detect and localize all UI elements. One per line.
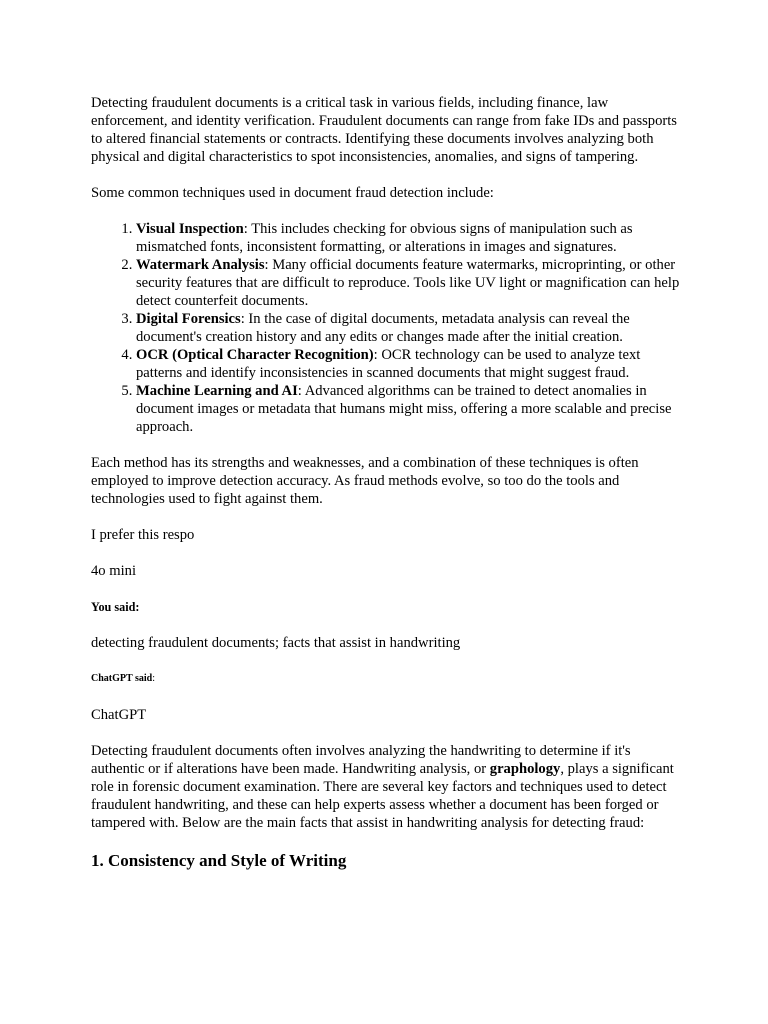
chatgpt-said-label — [91, 670, 681, 688]
list-item — [136, 346, 681, 382]
list-item-separator: : — [264, 257, 273, 273]
list-item — [136, 382, 681, 436]
you-said-label: You said: — [91, 600, 140, 614]
techniques-list — [91, 220, 681, 436]
model-label: 4o mini — [91, 563, 136, 579]
answer-paragraph — [91, 742, 681, 832]
list-item-term: OCR (Optical Character Recognition) — [136, 347, 374, 363]
chatgpt-said-colon: : — [152, 673, 156, 684]
document-page — [91, 94, 681, 872]
list-item-term: Visual Inspection — [136, 221, 244, 237]
answer-text-after: , plays a significant role in forensic document examination. There are several key factors and techniques used to detect fraudulent handwriting, and these can help experts assess whether a document has been forged or tampered with. Below are the main facts that assist in handwriting analysis for detecting fraud: — [91, 761, 674, 831]
intro-paragraph: Detecting fraudulent documents is a critical task in various fields, including finance, law enforcement, and identity verification. Fraudulent documents can range from fake IDs and passports to altered financial statements or contracts. Identifying these documents involves analyzing both physical and digital characteristics to spot inconsistencies, anomalies, and signs of tampering. — [91, 95, 677, 165]
user-prompt: detecting fraudulent documents; facts that assist in handwriting — [91, 635, 461, 651]
list-item-description: This includes checking for obvious signs of manipulation such as mismatched fonts, inconsistent formatting, or alterations in images and signatures. — [136, 221, 633, 255]
section-heading: 1. Consistency and Style of Writing — [91, 851, 347, 870]
list-item-description: In the case of digital documents, metadata analysis can reveal the document's creation history and any edits or changes made after the initial creation. — [136, 311, 630, 345]
list-item-separator: : — [373, 347, 382, 363]
list-item-separator: : — [297, 383, 305, 399]
list-item-description: Advanced algorithms can be trained to detect anomalies in document images or metadata that humans might miss, offering a more scalable and precise approach. — [136, 383, 672, 435]
list-item-description: OCR technology can be used to analyze text patterns and identify inconsistencies in scanned documents that might suggest fraud. — [136, 347, 641, 381]
answer-bold-term: graphology — [489, 761, 561, 777]
list-item-term: Machine Learning and AI — [136, 383, 298, 399]
answer-text-before: Detecting fraudulent documents often involves analyzing the handwriting to determine if it's authentic or if alterations have been made. Handwriting analysis, or — [91, 743, 631, 777]
chatgpt-said-name: ChatGPT said — [91, 673, 153, 684]
list-item — [136, 256, 681, 310]
techniques-lead: Some common techniques used in document fraud detection include: — [91, 185, 494, 201]
list-item-term: Digital Forensics — [136, 311, 241, 327]
closing-paragraph: Each method has its strengths and weaknesses, and a combination of these techniques is often employed to improve detection accuracy. As fraud methods evolve, so too do the tools and technologies used to fight against them. — [91, 455, 639, 507]
list-item-separator: : — [243, 221, 252, 237]
list-item — [136, 310, 681, 346]
list-item-separator: : — [240, 311, 249, 327]
list-item — [136, 220, 681, 256]
chatgpt-name: ChatGPT — [91, 707, 147, 723]
list-item-description: Many official documents feature watermarks, microprinting, or other security features that are difficult to reproduce. Tools like UV light or magnification can help detect counterfeit documents. — [136, 257, 680, 309]
preference-text: I prefer this respo — [91, 527, 195, 543]
list-item-term: Watermark Analysis — [136, 257, 265, 273]
